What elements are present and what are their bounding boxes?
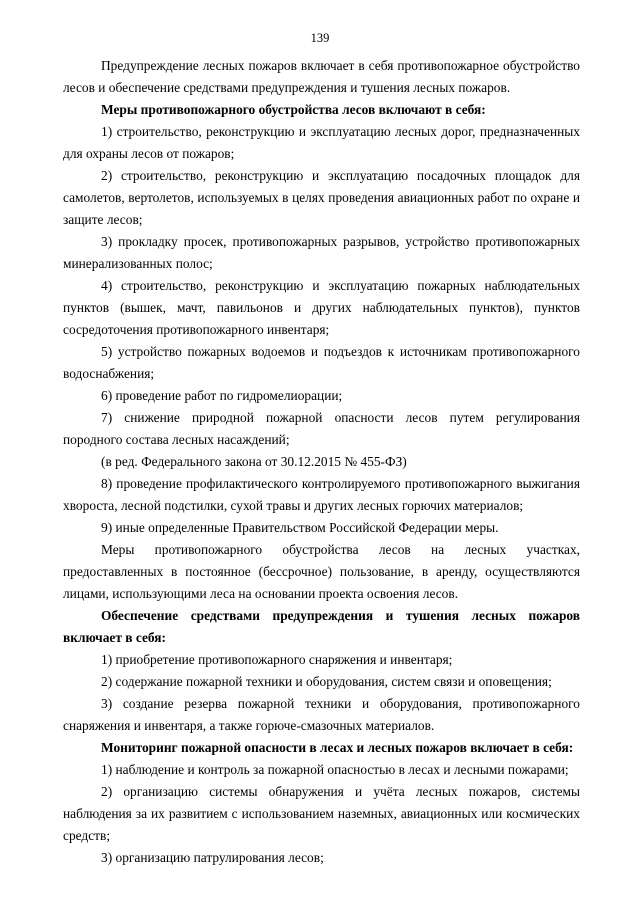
list-item: 1) приобретение противопожарного снаряжения и инвентаря; (101, 652, 453, 667)
list-item: 1) наблюдение и контроль за пожарной опасностью в лесах и лесными пожарами; (101, 762, 569, 777)
list-item: 5) устройство пожарных водоемов и подъездов к источникам противопожарного водоснабжения; (63, 344, 580, 381)
paragraph-intro: Предупреждение лесных пожаров включает в себя противопожарное обустройство лесов и обеспечение средствами предупреждения и тушения лесных пожаров. (63, 58, 580, 95)
list-item: 3) прокладку просек, противопожарных разрывов, устройство противопожарных минерализованных полос; (63, 234, 580, 271)
document-body (63, 55, 580, 869)
list-item: 2) строительство, реконструкцию и эксплуатацию посадочных площадок для самолетов, вертолетов, используемых в целях проведения авиационных работ по охране и защите лесов; (63, 168, 580, 227)
list-item: 8) проведение профилактического контролируемого противопожарного выжигания хвороста, лесной подстилки, сухой травы и других лесных горючих материалов; (63, 476, 580, 513)
list-item: 2) содержание пожарной техники и оборудования, систем связи и оповещения; (101, 674, 552, 689)
paragraph-leased-areas: Меры противопожарного обустройства лесов на лесных участках, предоставленных в постоянное (бессрочное) пользование, в аренду, осуществляются лицами, использующими леса на основании проекта освоения лесов. (63, 542, 580, 601)
list-item: 2) организацию системы обнаружения и учёта лесных пожаров, системы наблюдения за их развитием с использованием наземных, авиационных или космических средств; (63, 784, 580, 843)
list-item: 3) создание резерва пожарной техники и оборудования, противопожарного снаряжения и инвентаря, а также горюче-смазочных материалов. (63, 696, 580, 733)
page-number: 139 (310, 31, 330, 45)
heading-fire-monitoring: Мониторинг пожарной опасности в лесах и лесных пожаров включает в себя: (101, 740, 574, 755)
list-item: 1) строительство, реконструкцию и эксплуатацию лесных дорог, предназначенных для охраны лесов от пожаров; (63, 124, 580, 161)
amendment-note: (в ред. Федерального закона от 30.12.2015 № 455-ФЗ) (101, 454, 407, 469)
list-item: 9) иные определенные Правительством Российской Федерации меры. (101, 520, 499, 535)
list-item: 4) строительство, реконструкцию и эксплуатацию пожарных наблюдательных пунктов (вышек, мачт, павильонов и других наблюдательных пунктов), пунктов сосредоточения противопожарного инвентаря; (63, 278, 580, 337)
heading-prevention-means: Обеспечение средствами предупреждения и тушения лесных пожаров включает в себя: (63, 608, 580, 645)
heading-fire-arrangement-measures: Меры противопожарного обустройства лесов включают в себя: (101, 102, 486, 117)
list-item: 3) организацию патрулирования лесов; (101, 850, 324, 865)
list-item: 7) снижение природной пожарной опасности лесов путем регулирования породного состава лесных насаждений; (63, 410, 580, 447)
list-item: 6) проведение работ по гидромелиорации; (101, 388, 343, 403)
